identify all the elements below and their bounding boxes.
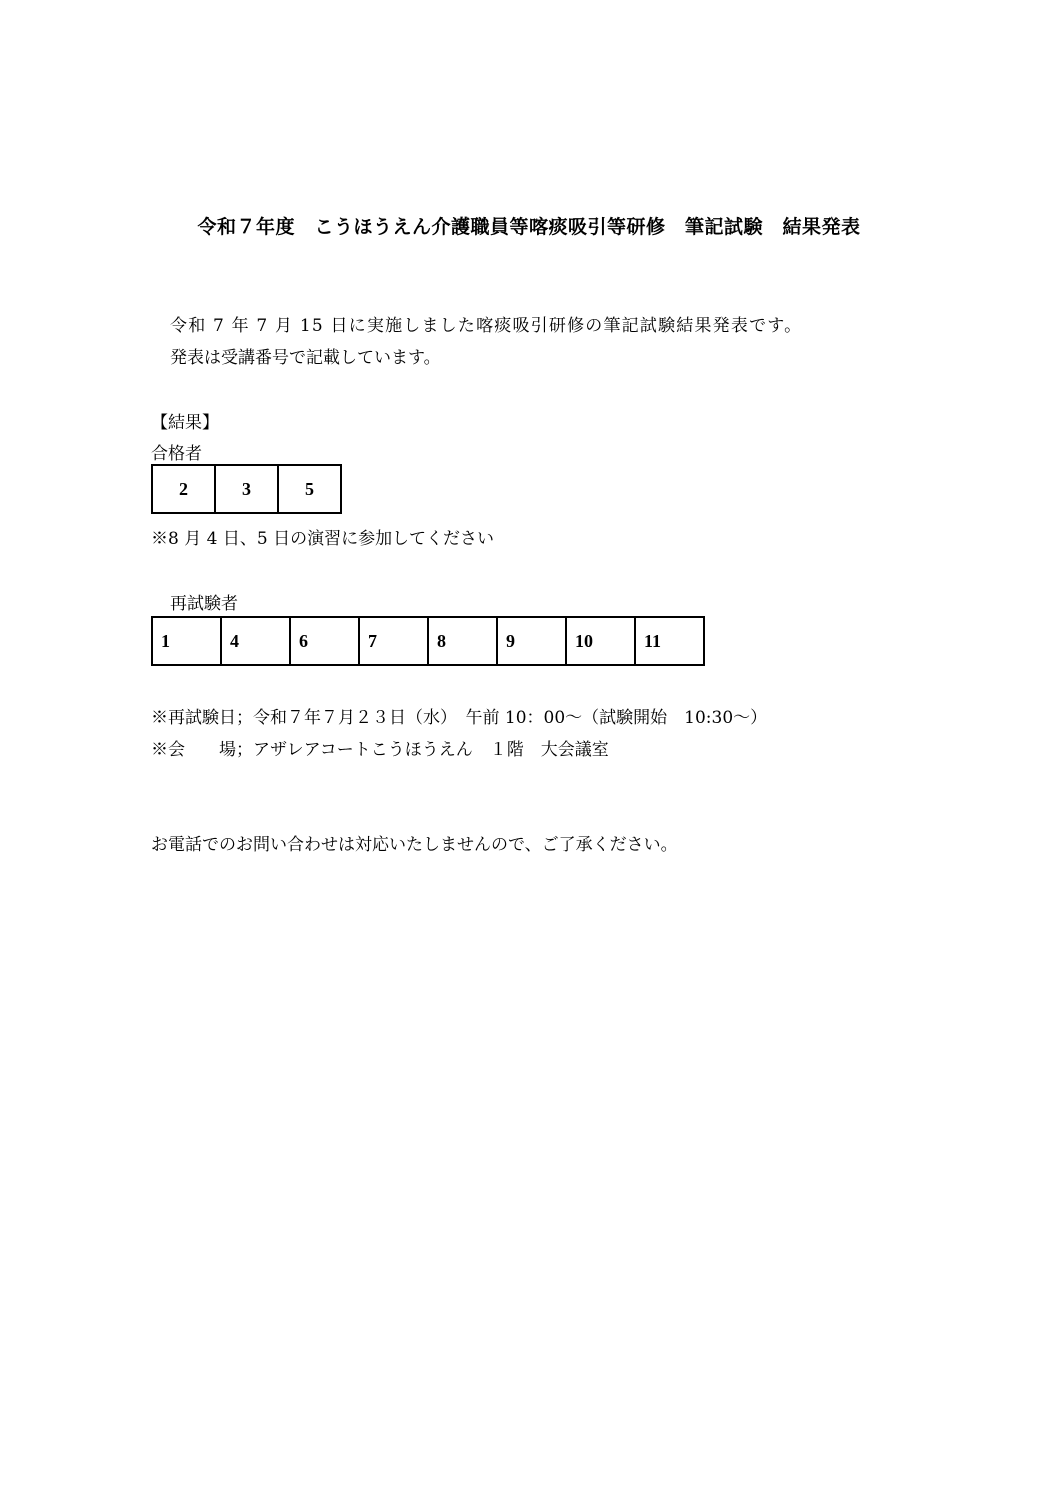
results-heading: 【結果】 (151, 413, 219, 433)
retest-number-cell: 4 (221, 617, 290, 665)
page-title: 令和７年度 こうほうえん介護職員等喀痰吸引等研修 筆記試験 結果発表 (197, 216, 861, 238)
retest-venue-note: ※会 場；アザレアコートこうほうえん １階 大会議室 (151, 740, 609, 760)
retest-number-cell: 6 (290, 617, 359, 665)
retest-label: 再試験者 (170, 594, 238, 614)
closing-note: お電話でのお問い合わせは対応いたしませんので、ご了承ください。 (151, 835, 678, 855)
retest-number-cell: 10 (566, 617, 635, 665)
intro-line-2: 発表は受講番号で記載しています。 (170, 348, 441, 368)
passed-note: ※8 月 4 日、5 日の演習に参加してください (151, 529, 495, 549)
retest-numbers-table (151, 616, 705, 666)
passed-numbers-table (151, 464, 342, 514)
retest-number-cell: 9 (497, 617, 566, 665)
retest-date-note: ※再試験日；令和７年７月２３日（水） 午前 10：00～（試験開始 10:30～） (151, 708, 768, 728)
retest-number-cell: 8 (428, 617, 497, 665)
passed-number-cell: 3 (215, 465, 278, 513)
retest-number-cell: 11 (635, 617, 704, 665)
passed-number-cell: 2 (152, 465, 215, 513)
retest-number-cell: 1 (152, 617, 221, 665)
passed-label: 合格者 (151, 444, 202, 464)
intro-line-1: 令和 7 年 7 月 15 日に実施しました喀痰吸引研修の筆記試験結果発表です。 (170, 316, 803, 336)
retest-number-cell: 7 (359, 617, 428, 665)
passed-number-cell: 5 (278, 465, 341, 513)
